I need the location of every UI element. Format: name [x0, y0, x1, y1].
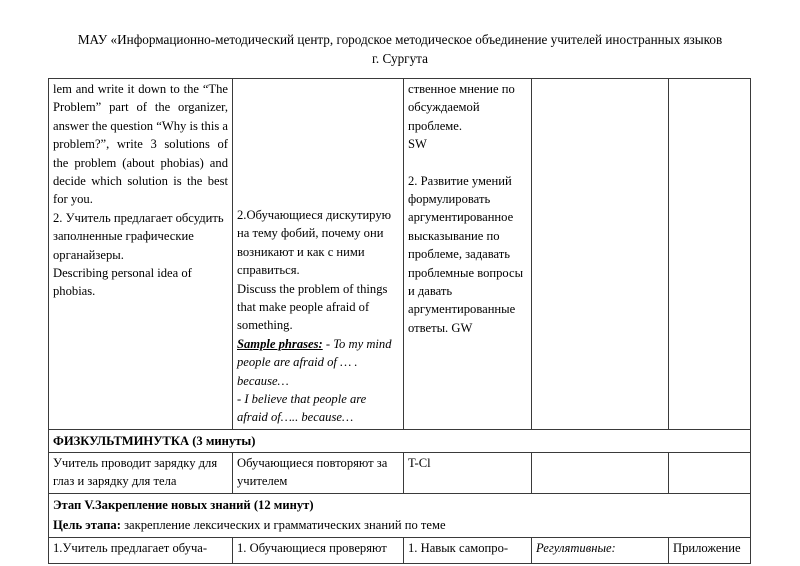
- cell-fizkult-resources: [669, 452, 751, 493]
- cell-fizkult-students: Обучающиеся повторяют за учителем: [233, 452, 404, 493]
- cell-activity-students: [233, 79, 404, 430]
- cell-last-teacher: 1.Учитель предлагает обуча-: [49, 537, 233, 563]
- table-row-section-etap: [49, 493, 751, 537]
- sample-phrases-label: Sample phrases:: [237, 336, 323, 351]
- goal-text: закрепление лексических и грамматических знаний по теме: [120, 517, 446, 532]
- spacer: [237, 134, 399, 152]
- skills-abbr-gw: GW: [451, 320, 473, 335]
- spacer: [237, 116, 399, 134]
- spacer: [237, 188, 399, 206]
- sample-phrases-block: [237, 335, 399, 390]
- sample-phrase-1: - To my mind people are afraid of … . because…: [237, 336, 392, 388]
- table-row: [49, 79, 751, 430]
- russian-instruction-text: 2. Учитель предлагает обсудить заполненные графические органайзеры.: [53, 210, 224, 262]
- cell-uud-empty: [532, 79, 669, 430]
- spacer: [237, 98, 399, 116]
- cell-fizkult-teacher: Учитель проводит зарядку для глаз и зарядку для тела: [49, 452, 233, 493]
- header-line-2: г. Сургута: [372, 51, 428, 66]
- goal-label: Цель этапа:: [53, 517, 121, 532]
- section-goal-line: [53, 515, 746, 535]
- skills-abbr-sw: SW: [408, 137, 427, 152]
- document-header: [50, 30, 750, 68]
- cell-last-skill: 1. Навык самопро-: [404, 537, 532, 563]
- sample-phrase-2: - I believe that people are afraid of….. because…: [237, 392, 367, 425]
- section-title-etap: Этап V.Закрепление новых знаний (12 минут): [53, 497, 314, 512]
- spacer: [237, 170, 399, 188]
- students-english-text: Discuss the problem of things that make people afraid of something.: [237, 281, 388, 333]
- table-row-section-fizkultminutka: [49, 429, 751, 452]
- cell-fizkult-form: T-Cl: [404, 452, 532, 493]
- header-line-1: МАУ «Информационно-методический центр, городское методическое объединение учителей иностранных языков: [77, 32, 723, 47]
- section-etap-block: [49, 493, 751, 537]
- section-title-fizkultminutka: ФИЗКУЛЬТМИНУТКА (3 минуты): [49, 429, 751, 452]
- cell-resources-empty: [669, 79, 751, 430]
- table-row: [49, 452, 751, 493]
- skills-text-body: 2. Развитие умений формулировать аргументированное высказывание по проблеме, задавать проблемные вопросы и давать аргументированные ответы.: [408, 173, 524, 335]
- spacer: [237, 152, 399, 170]
- spacer: [408, 154, 527, 172]
- lesson-plan-table: [48, 78, 751, 564]
- cell-fizkult-uud: [532, 452, 669, 493]
- table-row: [49, 537, 751, 563]
- english-description-text: Describing personal idea of phobias.: [53, 266, 192, 299]
- cell-last-students: 1. Обучающиеся проверяют: [233, 537, 404, 563]
- cell-activity-teacher: [49, 79, 233, 430]
- spacer: [237, 80, 399, 98]
- cell-last-uud: Регулятивные:: [532, 537, 669, 563]
- cell-last-resources: Приложение: [669, 537, 751, 563]
- cell-skills: [404, 79, 532, 430]
- students-russian-text: 2.Обучающиеся дискутирую на тему фобий, почему они возникают и как с ними справиться.: [237, 208, 392, 278]
- skills-text-part2: [408, 172, 527, 338]
- english-instruction-text: lem and write it down to the “The Problem” part of the organizer, answer the question “Why is this a problem?”, write 3 solutions of the problem (about phobias) and decide which solution is the best for you.: [53, 82, 228, 207]
- skills-text-part1: ственное мнение по обсуждаемой проблеме.: [408, 82, 515, 133]
